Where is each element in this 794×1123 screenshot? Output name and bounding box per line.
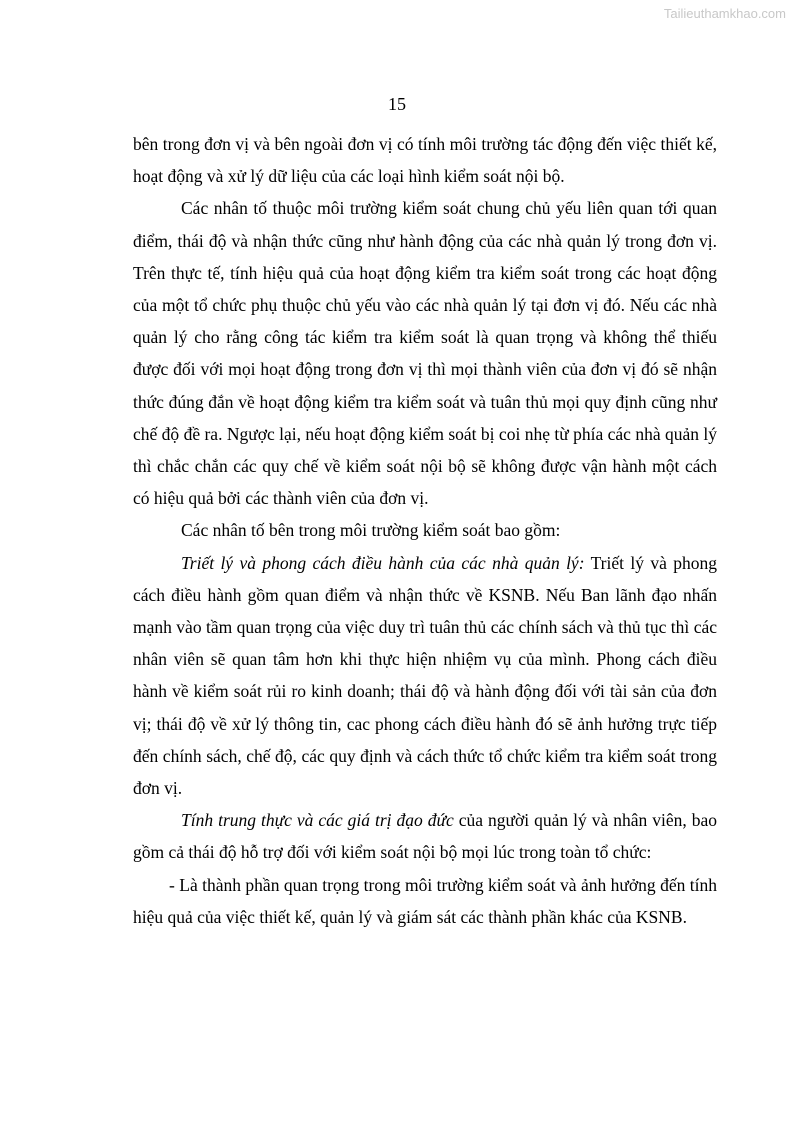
page-number: 15	[388, 94, 406, 114]
paragraph-4-heading: Triết lý và phong cách điều hành của các nhà quản lý:	[181, 552, 585, 573]
paragraph-1: bên trong đơn vị và bên ngoài đơn vị có tính môi trường tác động đến việc thiết kế, hoạt động và xử lý dữ liệu của các loại hình kiểm soát nội bộ.	[133, 134, 717, 187]
document-body	[133, 128, 717, 933]
paragraph-2: Các nhân tố thuộc môi trường kiểm soát chung chủ yếu liên quan tới quan điểm, thái độ và nhận thức cũng như hành động của các nhà quản lý trong đơn vị. Trên thực tế, tính hiệu quả của hoạt động kiểm tra kiểm soát trong các hoạt động của một tổ chức phụ thuộc chủ yếu vào các nhà quản lý tại đơn vị đó. Nếu các nhà quản lý cho rằng công tác kiểm tra kiểm soát là quan trọng và không thể thiếu được đối với mọi hoạt động trong đơn vị thì mọi thành viên của đơn vị đó sẽ nhận thức đúng đắn về hoạt động kiểm tra kiểm soát và tuân thủ mọi quy định cũng như chế độ đề ra. Ngược lại, nếu hoạt động kiểm soát bị coi nhẹ từ phía các nhà quản lý thì chắc chắn các quy chế về kiểm soát nội bộ sẽ không được vận hành một cách có hiệu quả bởi các thành viên của đơn vị.	[133, 198, 717, 509]
paragraph-4	[133, 547, 717, 805]
watermark: Tailieuthamkhao.com	[663, 6, 786, 21]
paragraph-3: Các nhân tố bên trong môi trường kiểm soát bao gồm:	[181, 520, 561, 541]
paragraph-5-text: của người quản lý và nhân viên, bao gồm cả thái độ hỗ trợ đối với kiểm soát nội bộ mọi lúc trong toàn tổ chức:	[133, 810, 717, 863]
paragraph-5-heading: Tính trung thực và các giá trị đạo đức	[181, 810, 454, 831]
list-item: - Là thành phần quan trọng trong môi trường kiểm soát và ảnh hưởng đến tính hiệu quả của việc thiết kế, quản lý và giám sát các thành phần khác của KSNB.	[133, 874, 717, 927]
paragraph-4-text: Triết lý và phong cách điều hành gồm quan điểm và nhận thức về KSNB. Nếu Ban lãnh đạo nhấn mạnh vào tầm quan trọng của việc duy trì tuân thủ các chính sách và thủ tục thì các nhân viên sẽ quan tâm hơn khi thực hiện nhiệm vụ của mình. Phong cách điều hành về kiểm soát rủi ro kinh doanh; thái độ và hành động đối với tài sản của đơn vị; thái độ về xử lý thông tin, cac phong cách điều hành đó sẽ ảnh hưởng trực tiếp đến chính sách, chế độ, các quy định và cách thức tổ chức kiểm tra kiểm soát trong đơn vị.	[133, 552, 717, 799]
paragraph-5	[133, 804, 717, 868]
